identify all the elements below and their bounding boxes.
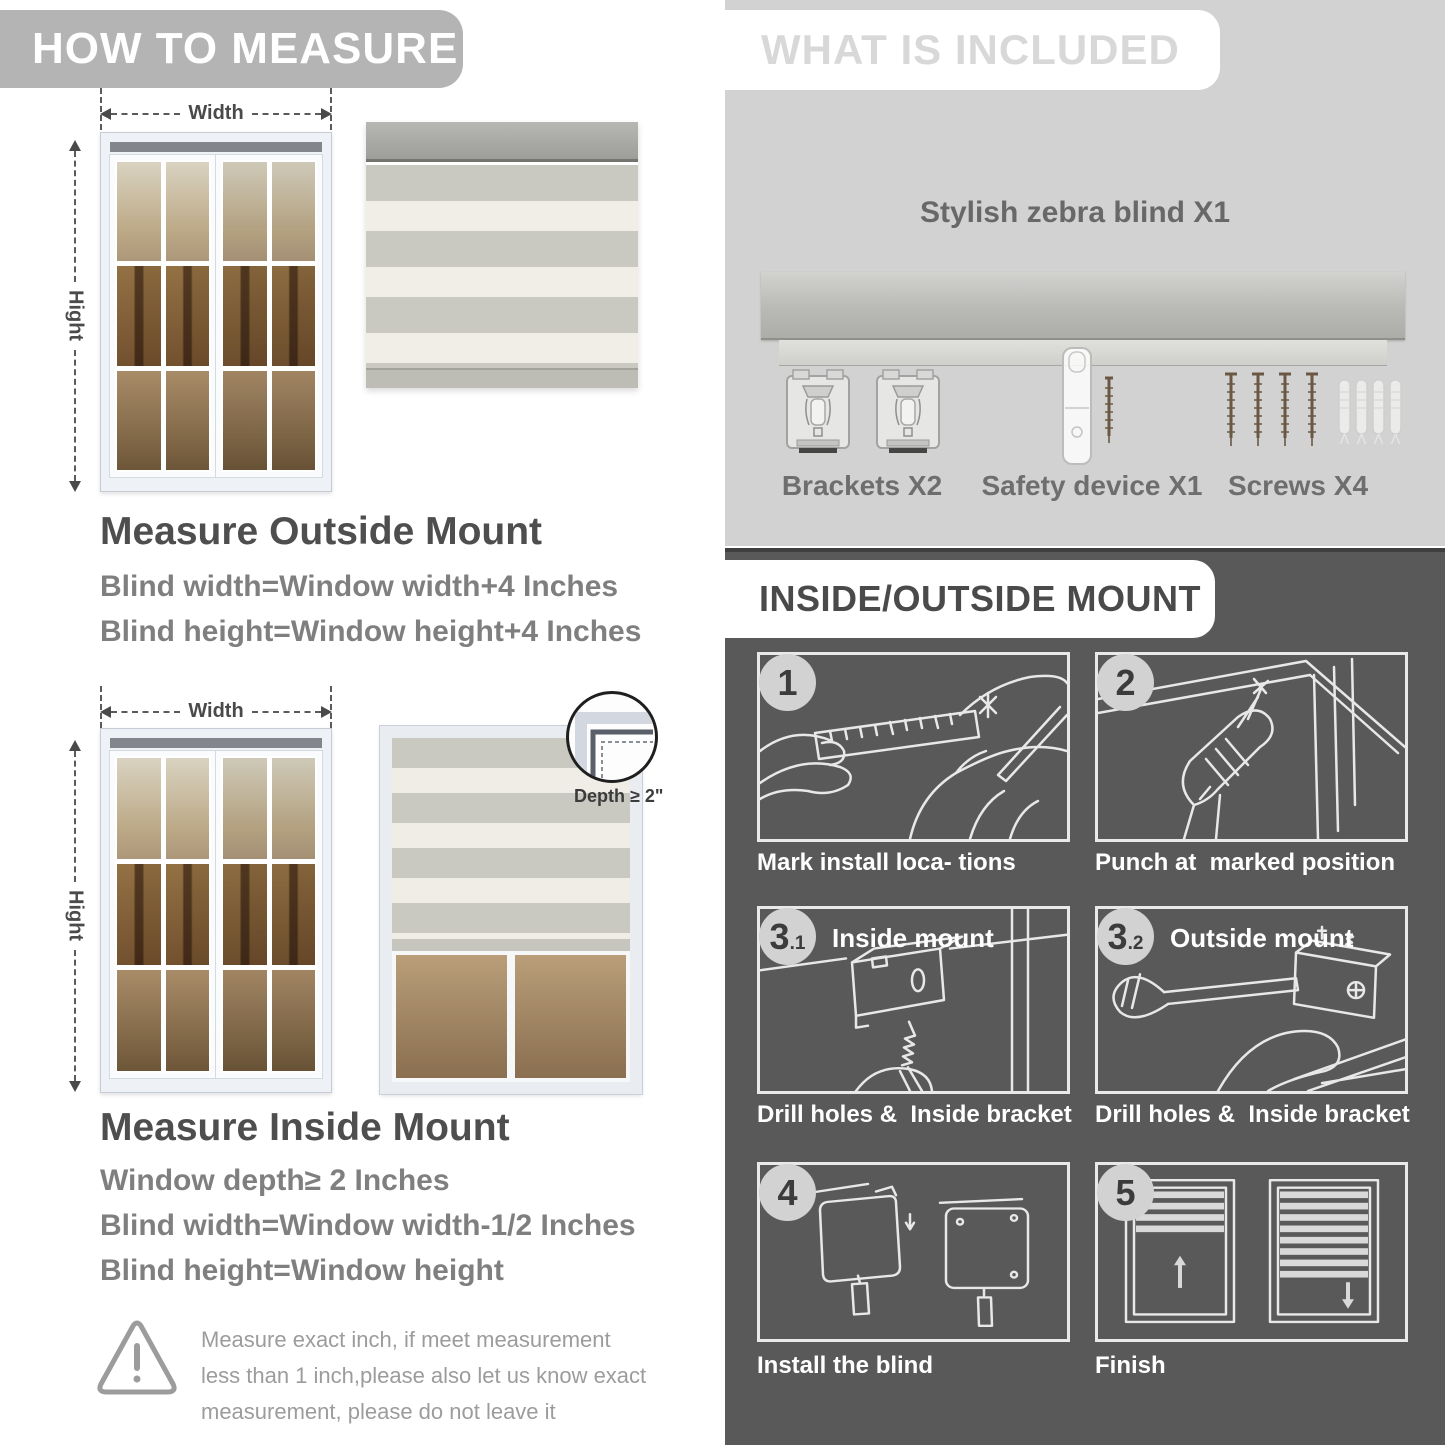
brackets-icon — [783, 366, 943, 462]
window-pane — [223, 266, 267, 365]
step-number-badge: 5 — [1097, 1164, 1154, 1221]
window-pane — [166, 970, 210, 1071]
window-pane — [272, 266, 316, 365]
step-caption: Mark install loca- tions — [757, 849, 1016, 876]
window-pane — [117, 371, 161, 470]
height-label: Hight — [64, 290, 87, 342]
step-caption: Finish — [1095, 1352, 1166, 1379]
step-inner-label: Outside mount — [1170, 923, 1354, 953]
rule-line: Blind height=Window height+4 Inches — [100, 615, 642, 648]
depth-magnifier-icon — [566, 691, 658, 783]
rule-line: Blind width=Window width+4 Inches — [100, 570, 619, 603]
step-tile-2 — [1095, 652, 1408, 842]
window-pane — [166, 864, 210, 965]
window-pane — [166, 266, 210, 365]
depth-note: Depth ≥ 2" — [574, 786, 664, 806]
what-is-included-header: WHAT IS INCLUDED — [725, 10, 1220, 90]
window-pane — [223, 970, 267, 1071]
arrow-up-icon — [69, 140, 81, 151]
how-to-measure-header: HOW TO MEASURE — [0, 10, 463, 88]
mount-header: INSIDE/OUTSIDE MOUNT — [725, 560, 1215, 638]
window-pane — [272, 864, 316, 965]
window-pane — [392, 951, 511, 1082]
window-pane — [272, 758, 316, 859]
rule-line: Blind height=Window height — [100, 1254, 504, 1287]
step-number-badge: 2 — [1097, 654, 1154, 711]
inside-mount-rules — [100, 1158, 636, 1293]
window-door — [216, 155, 322, 477]
step-caption: Drill holes & Inside bracket — [1095, 1101, 1410, 1128]
step-tile-1 — [757, 652, 1070, 842]
step-number-badge: 1 — [759, 654, 816, 711]
window-pane — [117, 162, 161, 261]
window-top-roll — [110, 142, 322, 152]
window-door — [110, 751, 216, 1078]
window-photo-inside — [100, 728, 332, 1093]
window-pane — [223, 371, 267, 470]
width-label: Width — [188, 102, 244, 124]
step-number-badge: 3 .1 — [759, 908, 816, 965]
step-caption: Punch at marked position — [1095, 849, 1396, 876]
window-pane — [117, 758, 161, 859]
outside-mount-rules — [100, 564, 641, 654]
arrow-end-tick — [330, 686, 332, 728]
window-pane — [166, 371, 210, 470]
window-pane — [117, 970, 161, 1071]
step-tile-3-2 — [1095, 906, 1408, 1094]
step-caption: Drill holes & Inside bracket — [757, 1101, 1072, 1128]
window-top-roll — [110, 738, 322, 748]
screws-icon — [1217, 366, 1403, 466]
arrow-down-icon — [69, 481, 81, 492]
window-pane — [223, 162, 267, 261]
window-pane — [117, 864, 161, 965]
blind-headrail-image — [761, 272, 1405, 340]
frame-corner-detail — [569, 694, 655, 780]
outside-mount-title: Measure Outside Mount — [100, 510, 543, 553]
blind-stripes — [366, 165, 638, 368]
width-arrow-inside — [100, 700, 332, 723]
height-label: Hight — [64, 890, 87, 942]
included-item-label: Safety device X1 — [981, 470, 1203, 501]
window-pane — [166, 162, 210, 261]
arrow-end-tick — [100, 686, 102, 728]
width-label: Width — [188, 700, 244, 722]
demo-window-glass — [392, 951, 630, 1082]
window-pane — [272, 970, 316, 1071]
alert-triangle-icon — [95, 1318, 179, 1398]
step-caption: Install the blind — [757, 1352, 934, 1379]
blind-headrail — [366, 122, 638, 162]
window-pane — [272, 162, 316, 261]
window-door — [216, 751, 322, 1078]
step-number-badge: 3 .2 — [1097, 908, 1154, 965]
step-tile-5 — [1095, 1162, 1408, 1342]
width-arrow-outside — [100, 102, 332, 125]
included-item-label: Brackets X2 — [781, 470, 943, 501]
zebra-blind-image — [366, 122, 638, 388]
product-label: Stylish zebra blind X1 — [919, 196, 1231, 229]
inside-mount-title: Measure Inside Mount — [100, 1106, 510, 1149]
included-item-label: Screws X4 — [1227, 470, 1369, 501]
window-pane — [166, 758, 210, 859]
window-pane — [117, 266, 161, 365]
window-pane — [223, 758, 267, 859]
rule-line: Blind width=Window width-1/2 Inches — [100, 1209, 636, 1242]
window-door — [110, 155, 216, 477]
height-arrow-inside — [62, 740, 88, 1092]
arrow-end-tick — [100, 88, 102, 130]
step-tile-4 — [757, 1162, 1070, 1342]
window-pane — [223, 864, 267, 965]
arrow-end-tick — [330, 88, 332, 130]
window-pane — [511, 951, 630, 1082]
step-inner-label: Inside mount — [832, 923, 994, 953]
arrow-down-icon — [69, 1081, 81, 1092]
arrow-up-icon — [69, 740, 81, 751]
window-photo-outside — [100, 132, 332, 492]
safety-device-icon — [1055, 344, 1125, 470]
what-is-included-section — [725, 0, 1445, 546]
step-tile-3-1 — [757, 906, 1070, 1094]
blind-bottom-rail — [366, 368, 638, 388]
height-arrow-outside — [62, 140, 88, 492]
warning-text: Measure exact inch, if meet measurement less than 1 inch,please also let us know exact measurement, please do not leave it — [201, 1327, 647, 1424]
step-number-badge: 4 — [759, 1164, 816, 1221]
window-pane — [272, 371, 316, 470]
mount-section — [725, 548, 1445, 1445]
rule-line: Window depth≥ 2 Inches — [100, 1164, 450, 1197]
measure-warning — [95, 1318, 685, 1430]
